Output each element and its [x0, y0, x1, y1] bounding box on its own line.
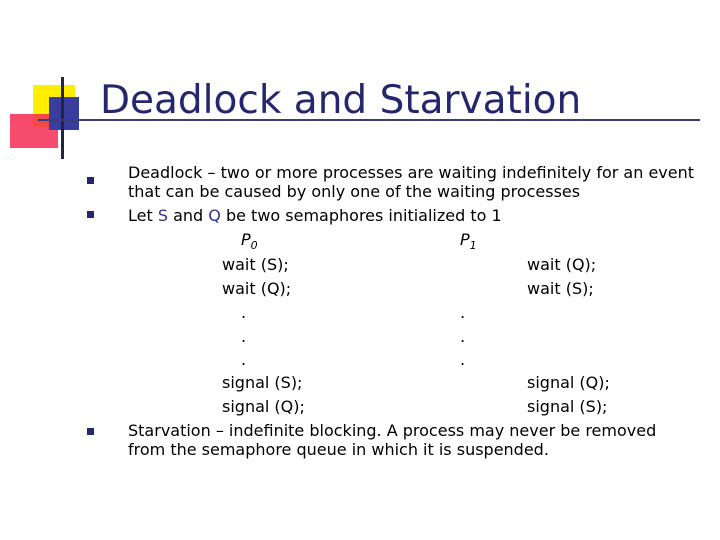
- p0-code-line: .: [241, 303, 247, 322]
- p0-code-line: wait (S);: [222, 255, 289, 274]
- p1-code-line: wait (Q);: [527, 255, 597, 274]
- semaphore-q: Q: [208, 206, 221, 225]
- p0-subscript: 0: [250, 239, 258, 252]
- p1-letter: P: [460, 230, 470, 249]
- process-p0-label: [241, 230, 258, 252]
- p1-code-line: signal (Q);: [527, 373, 610, 392]
- let-suffix: be two semaphores initialized to 1: [220, 206, 502, 225]
- starvation-term: Starvation: [128, 421, 211, 440]
- bullet-deadlock-line1: [128, 163, 694, 183]
- bullet-marker-2: [87, 211, 94, 218]
- let-prefix: Let: [128, 206, 158, 225]
- p1-code-line: .: [460, 350, 466, 369]
- p0-code-line: .: [241, 350, 247, 369]
- p0-code-line: signal (S);: [222, 373, 303, 392]
- decor-blue-square: [49, 97, 79, 130]
- bullet-marker-3: [87, 428, 94, 435]
- p1-code-line: signal (S);: [527, 397, 608, 416]
- semaphore-s: S: [157, 206, 168, 225]
- p1-subscript: 1: [469, 239, 477, 252]
- bullet-deadlock-line2: that can be caused by only one of the waiting processes: [128, 182, 581, 201]
- bullet-semaphores: [128, 206, 502, 226]
- p1-code-line: wait (S);: [527, 279, 594, 298]
- bullet-marker-1: [87, 177, 94, 184]
- slide-title: Deadlock and Starvation: [100, 78, 582, 123]
- process-p1-label: [460, 230, 477, 252]
- starvation-definition: – indefinite blocking. A process may never be removed: [210, 421, 657, 440]
- p0-code-line: .: [241, 327, 247, 346]
- and-word: and: [168, 206, 209, 225]
- deadlock-term: Deadlock: [128, 163, 203, 182]
- p1-code-line: .: [460, 303, 466, 322]
- p0-letter: P: [241, 230, 251, 249]
- p0-code-line: signal (Q);: [222, 397, 305, 416]
- p1-code-line: .: [460, 327, 466, 346]
- deadlock-definition: – two or more processes are waiting indefinitely for an event: [202, 163, 695, 182]
- decor-vertical-rule: [61, 77, 64, 159]
- bullet-starvation-line1: [128, 421, 656, 441]
- p0-code-line: wait (Q);: [222, 279, 292, 298]
- bullet-starvation-line2: from the semaphore queue in which it is suspended.: [128, 440, 549, 459]
